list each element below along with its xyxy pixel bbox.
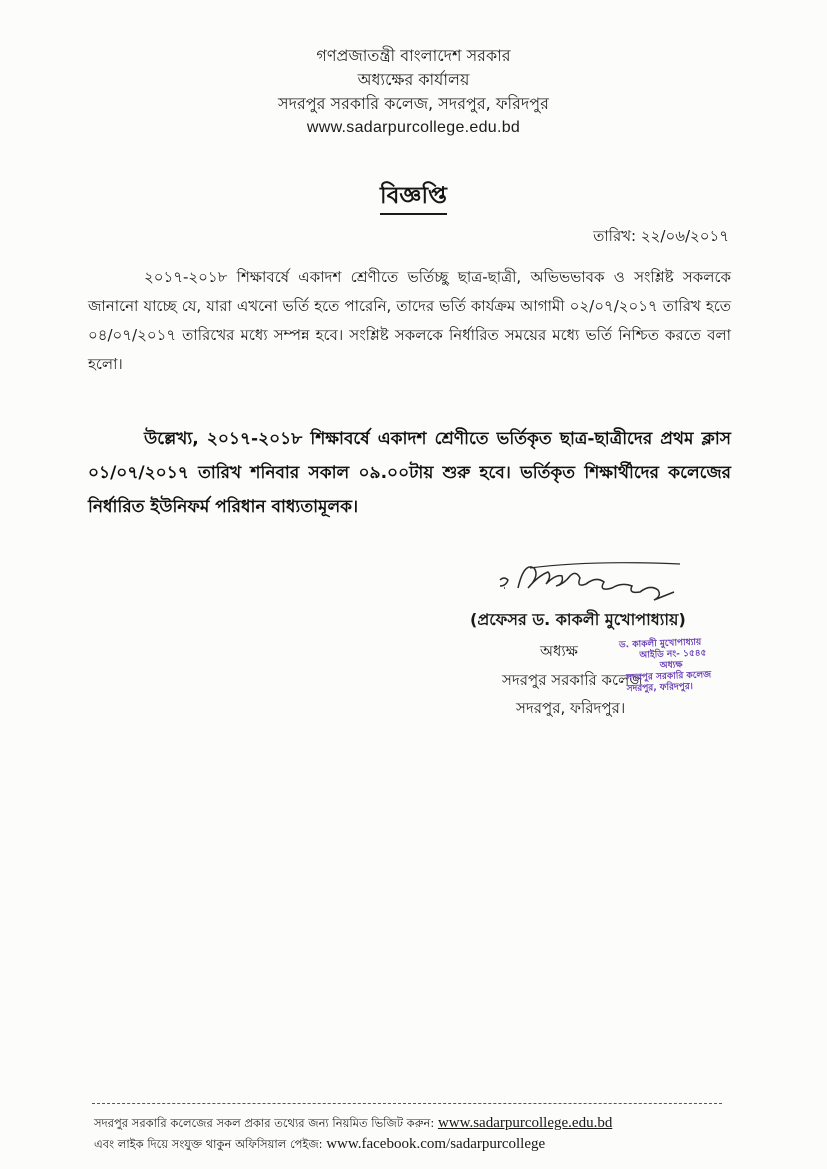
letterhead — [0, 44, 827, 140]
stamp-name: ড. কাকলী মুখোপাধ্যায় — [618, 637, 702, 651]
government-title: গণপ্রজাতন্ত্রী বাংলাদেশ সরকার — [316, 46, 511, 65]
notice-paragraph-admission: ২০১৭-২০১৮ শিক্ষাবর্ষে একাদশ শ্রেণীতে ভর্তিচ্ছু ছাত্র-ছাত্রী, অভিভভাবক ও সংশ্লিষ্ট সকলকে জানানো যাচ্ছে যে, যারা এখনো ভর্তি হতে পারেনি, তাদের ভর্তি কার্যক্রম আগামী ০২/০৭/২০১৭ তারিখ হতে ০৪/০৭/২০১৭ তারিখের মধ্যে সম্পন্ন হবে। সংশ্লিষ্ট সকলকে নির্ধারিত সময়ের মধ্যে ভর্তি নিশ্চিত করতে বলা হলো। — [88, 268, 731, 373]
signatory-designation: অধ্যক্ষ — [540, 642, 578, 660]
footer — [94, 1113, 754, 1155]
footer-facebook-line — [94, 1134, 754, 1155]
office-title: অধ্যক্ষের কার্যালয় — [357, 70, 470, 89]
footer-divider — [92, 1103, 722, 1104]
college-address: সদরপুর সরকারি কলেজ, সদরপুর, ফরিদপুর — [278, 94, 549, 113]
college-website: www.sadarpurcollege.edu.bd — [306, 119, 521, 136]
notice-date: তারিখ: ২২/০৬/২০১৭ — [593, 227, 729, 245]
notice-paragraph-class-start: উল্লেখ্য, ২০১৭-২০১৮ শিক্ষাবর্ষে একাদশ শ্রেণীতে ভর্তিকৃত ছাত্র-ছাত্রীদের প্রথম ক্লাস ০১/০৭/২০১৭ তারিখ শনিবার সকাল ০৯.০০টায় শুরু হবে। ভর্তিকৃত শিক্ষার্থীদের কলেজের নির্ধারিত ইউনিফর্ম পরিধান বাধ্যতামূলক। — [88, 429, 731, 517]
official-seal-stamp — [619, 636, 761, 705]
footer-facebook-link[interactable]: www.facebook.com/sadarpurcollege — [326, 1136, 546, 1152]
stamp-id: আইডি নং- ১৫৪৫ — [639, 648, 707, 661]
stamp-institution: সদরপুর সরকারি কলেজ — [626, 670, 712, 684]
footer-facebook-text: এবং লাইক দিয়ে সংযুক্ত থাকুন অফিসিয়াল পেইজ: — [94, 1137, 323, 1151]
signatory-institution: সদরপুর সরকারি কলেজ — [502, 671, 643, 689]
footer-visit-text: সদরপুর সরকারি কলেজের সকল প্রকার তথ্যের জন্য নিয়মিত ভিজিট করুন: — [94, 1116, 435, 1130]
signatory-name: (প্রফেসর ড. কাকলী মুখোপাধ্যায়) — [470, 610, 686, 629]
footer-visit-line — [94, 1113, 754, 1134]
stamp-location: সদরপুর, ফরিদপুর। — [626, 681, 694, 695]
handwritten-signature — [490, 558, 730, 610]
stamp-designation: অধ্যক্ষ — [659, 660, 683, 672]
footer-website-link[interactable]: www.sadarpurcollege.edu.bd — [437, 1115, 613, 1131]
notice-title — [0, 180, 827, 215]
signatory-location: সদরপুর, ফরিদপুর। — [516, 699, 626, 717]
notice-title-text: বিজ্ঞপ্তি — [380, 180, 447, 215]
